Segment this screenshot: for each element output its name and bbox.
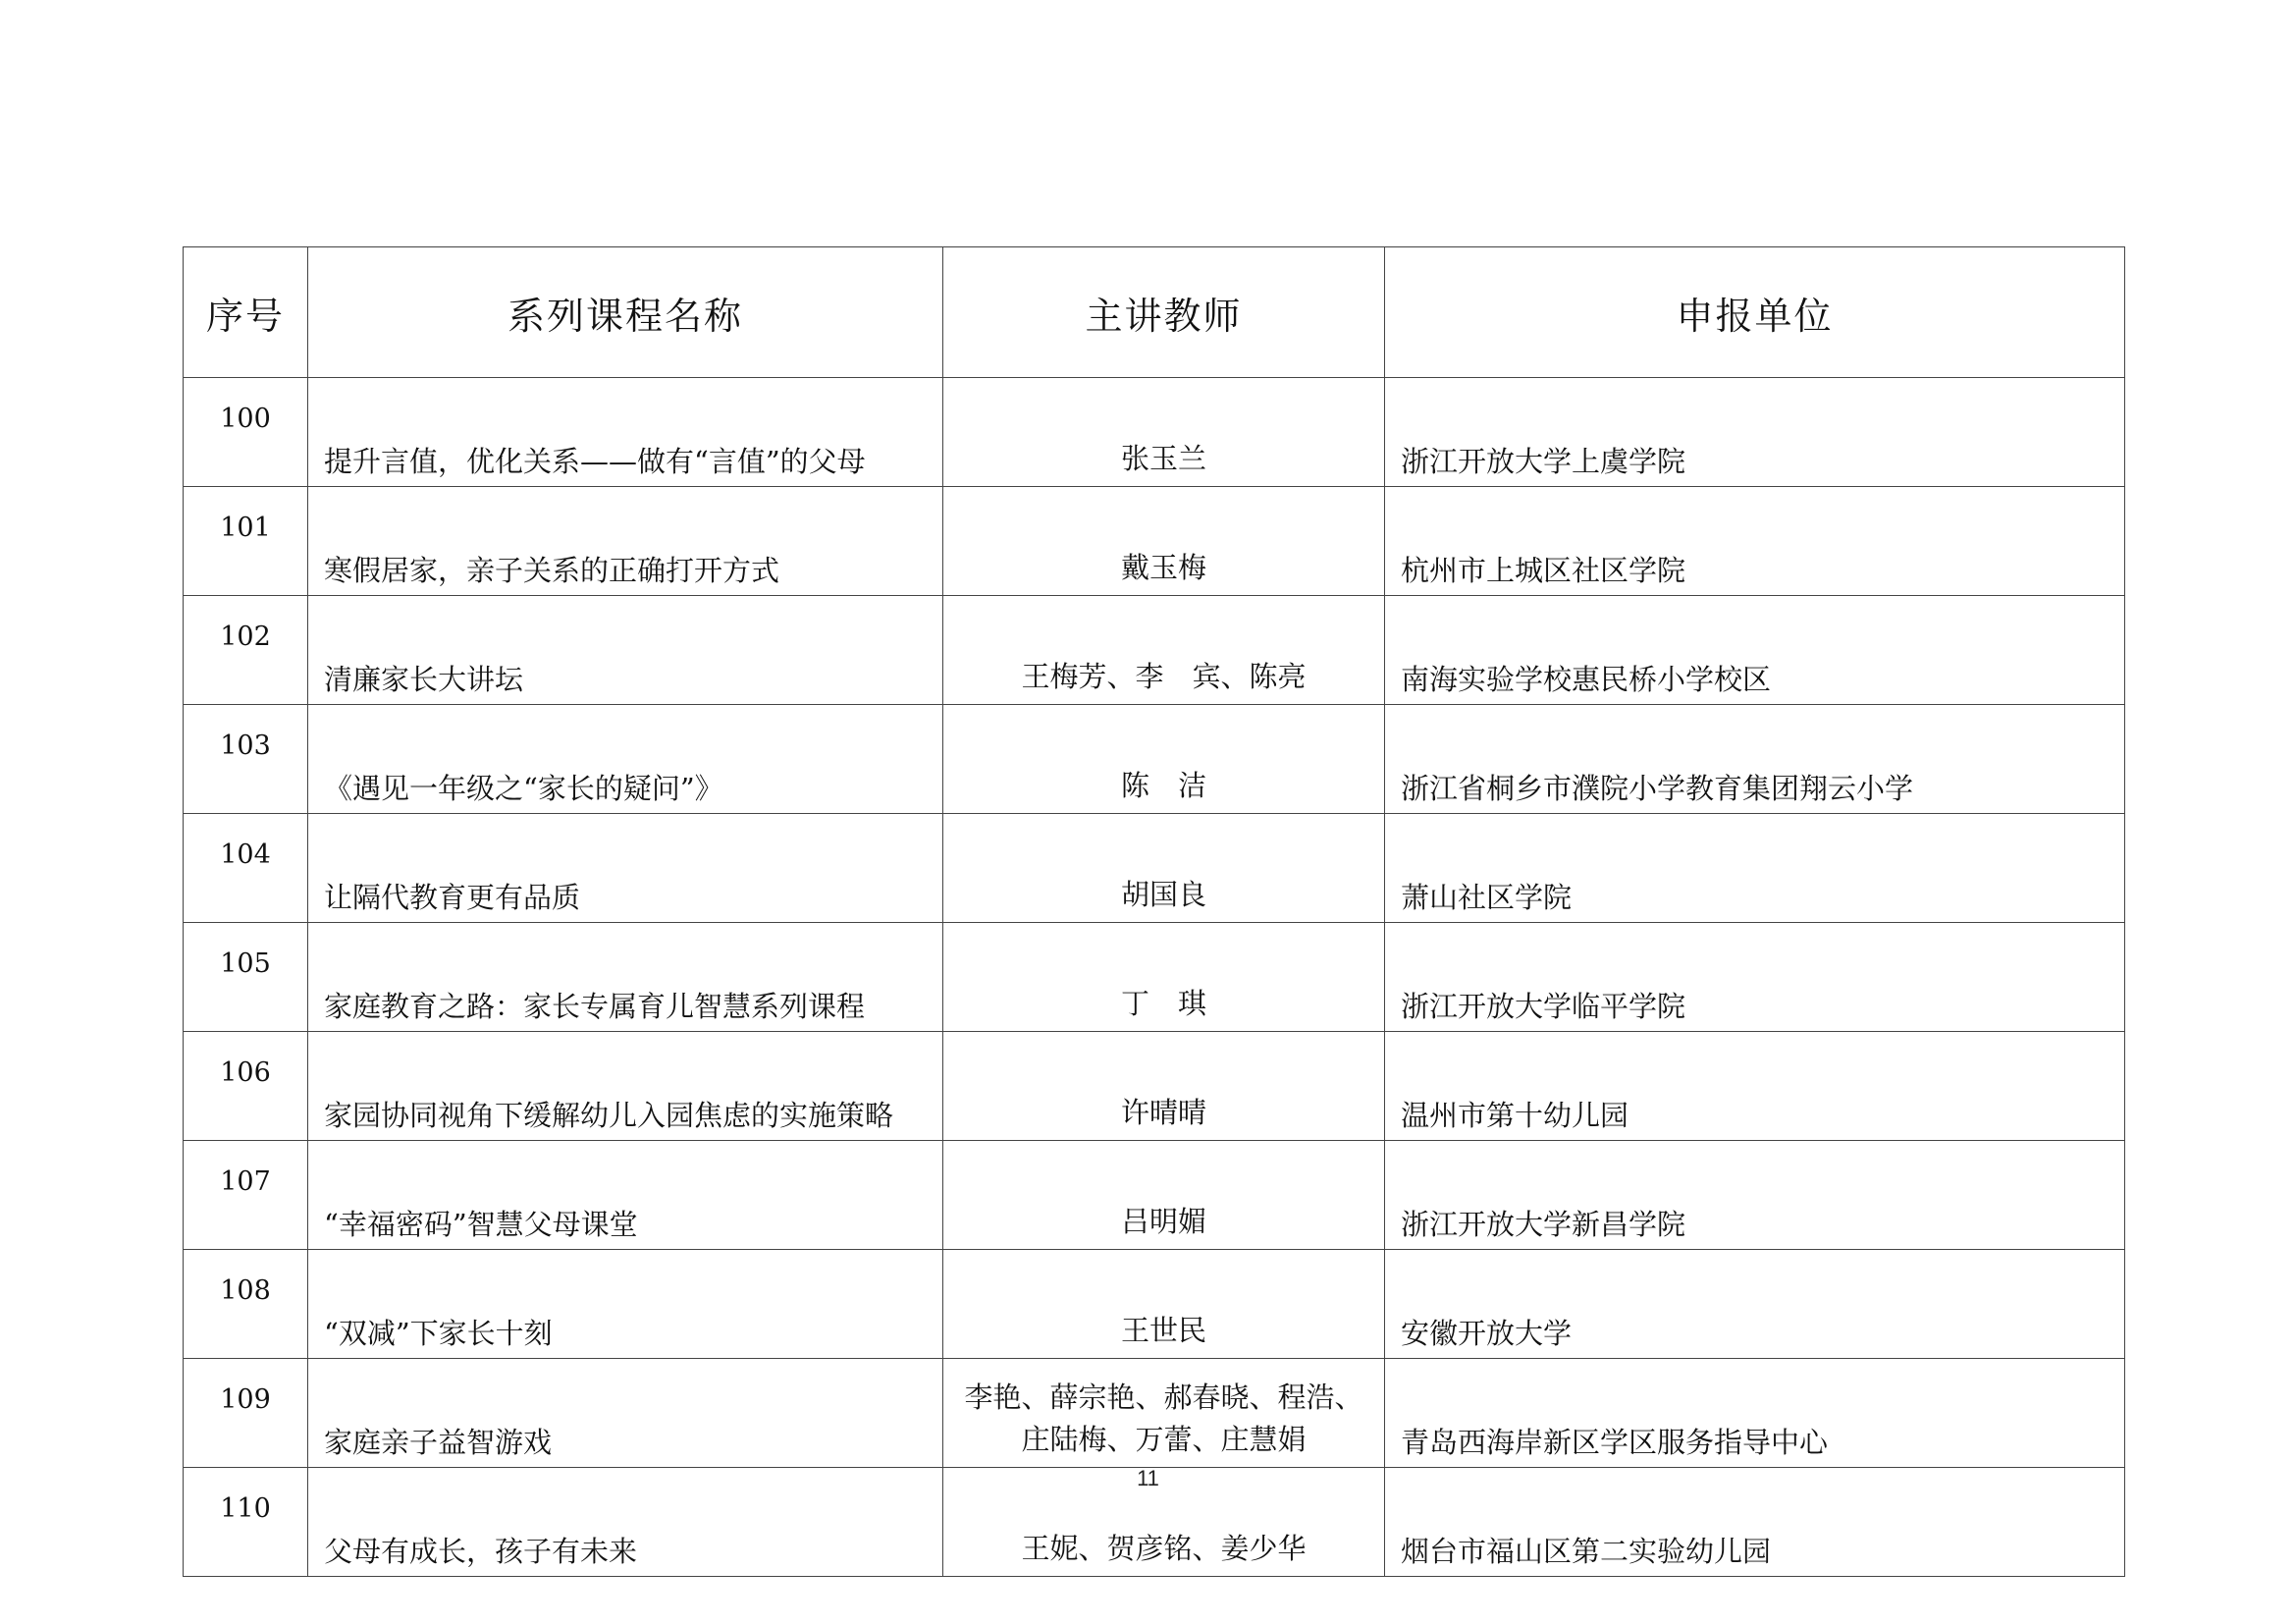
row-index: 102 (184, 596, 308, 705)
row-unit: 温州市第十幼儿园 (1385, 1032, 2125, 1141)
row-index: 104 (184, 814, 308, 923)
row-teacher-line-2: 庄陆梅、万蕾、庄慧娟 (1021, 1423, 1307, 1456)
row-unit: 浙江省桐乡市濮院小学教育集团翔云小学 (1385, 705, 2125, 814)
row-index: 100 (184, 378, 308, 487)
table-header-row (184, 247, 2125, 378)
row-teacher: 张玉兰 (943, 378, 1385, 487)
row-teacher (943, 1359, 1385, 1468)
page-number: 11 (1137, 1466, 1159, 1490)
row-teacher: 吕明媚 (943, 1141, 1385, 1250)
row-teacher: 王梅芳、李 宾、陈亮 (943, 596, 1385, 705)
row-course-name: 家庭教育之路：家长专属育儿智慧系列课程 (308, 923, 943, 1032)
table-row (184, 487, 2125, 596)
row-index: 107 (184, 1141, 308, 1250)
row-index: 109 (184, 1359, 308, 1468)
row-unit: 南海实验学校惠民桥小学校区 (1385, 596, 2125, 705)
row-teacher: 戴玉梅 (943, 487, 1385, 596)
row-course-name: 清廉家长大讲坛 (308, 596, 943, 705)
table-row (184, 923, 2125, 1032)
table-row (184, 378, 2125, 487)
row-unit: 杭州市上城区社区学院 (1385, 487, 2125, 596)
table-row (184, 705, 2125, 814)
row-teacher: 王世民 (943, 1250, 1385, 1359)
row-teacher: 陈 洁 (943, 705, 1385, 814)
row-unit: 青岛西海岸新区学区服务指导中心 (1385, 1359, 2125, 1468)
header-unit: 申报单位 (1385, 247, 2125, 378)
row-unit: 浙江开放大学上虞学院 (1385, 378, 2125, 487)
row-unit: 安徽开放大学 (1385, 1250, 2125, 1359)
table-row (184, 1250, 2125, 1359)
row-index: 101 (184, 487, 308, 596)
row-course-name: “幸福密码”智慧父母课堂 (308, 1141, 943, 1250)
row-teacher: 王妮、贺彦铭、姜少华 (943, 1468, 1385, 1577)
row-course-name: 让隔代教育更有品质 (308, 814, 943, 923)
row-teacher: 胡国良 (943, 814, 1385, 923)
header-index: 序号 (184, 247, 308, 378)
row-course-name: 家园协同视角下缓解幼儿入园焦虑的实施策略 (308, 1032, 943, 1141)
course-table-container (183, 246, 2125, 1577)
row-unit: 萧山社区学院 (1385, 814, 2125, 923)
row-course-name: 《遇见一年级之“家长的疑问”》 (308, 705, 943, 814)
row-unit: 浙江开放大学临平学院 (1385, 923, 2125, 1032)
row-teacher: 丁 琪 (943, 923, 1385, 1032)
table-row (184, 1359, 2125, 1468)
course-table (183, 246, 2125, 1577)
table-row (184, 1141, 2125, 1250)
row-course-name: 寒假居家，亲子关系的正确打开方式 (308, 487, 943, 596)
header-teacher: 主讲教师 (943, 247, 1385, 378)
table-row (184, 1032, 2125, 1141)
row-course-name: 家庭亲子益智游戏 (308, 1359, 943, 1468)
row-unit: 烟台市福山区第二实验幼儿园 (1385, 1468, 2125, 1577)
row-index: 106 (184, 1032, 308, 1141)
table-row (184, 814, 2125, 923)
row-index: 105 (184, 923, 308, 1032)
row-index: 103 (184, 705, 308, 814)
row-teacher-line-1: 李艳、薛宗艳、郝春晓、程浩、 (964, 1380, 1363, 1414)
header-course-name: 系列课程名称 (308, 247, 943, 378)
row-course-name: 提升言值，优化关系——做有“言值”的父母 (308, 378, 943, 487)
row-teacher: 许晴晴 (943, 1032, 1385, 1141)
table-row (184, 596, 2125, 705)
row-index: 110 (184, 1468, 308, 1577)
row-index: 108 (184, 1250, 308, 1359)
row-course-name: 父母有成长，孩子有未来 (308, 1468, 943, 1577)
row-unit: 浙江开放大学新昌学院 (1385, 1141, 2125, 1250)
row-course-name: “双减”下家长十刻 (308, 1250, 943, 1359)
